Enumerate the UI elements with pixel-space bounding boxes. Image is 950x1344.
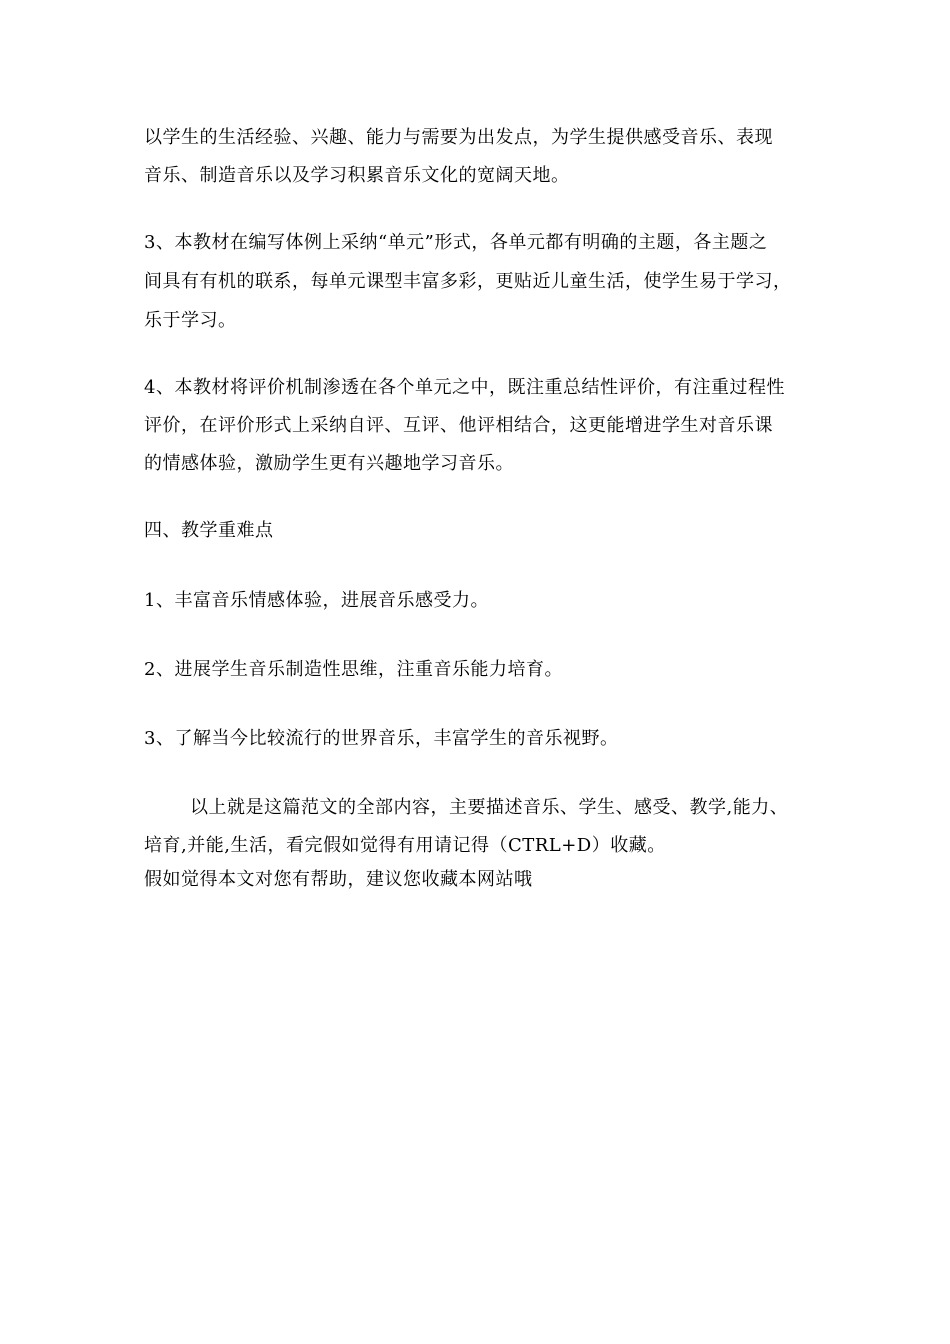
bookmark-notice: 假如觉得本文对您有帮助，建议您收藏本网站哦 (144, 869, 533, 890)
paragraph-2-line-2: 音乐、制造音乐以及学习积累音乐文化的宽阔天地。 (144, 165, 570, 186)
paragraph-3-line-2: 间具有有机的联系，每单元课型丰富多彩，更贴近儿童生活，使学生易于学习， (144, 271, 792, 292)
paragraph-4-line-2: 评价，在评价形式上采纳自评、互评、他评相结合，这更能增进学生对音乐课 (144, 415, 773, 436)
section-heading: 四、教学重难点 (144, 520, 274, 541)
key-point-1: 1、丰富音乐情感体验，进展音乐感受力。 (144, 590, 489, 611)
paragraph-4-line-1: 4、本教材将评价机制渗透在各个单元之中，既注重总结性评价，有注重过程性 (144, 377, 785, 398)
paragraph-4-line-3: 的情感体验，激励学生更有兴趣地学习音乐。 (144, 453, 514, 474)
paragraph-3-line-3: 乐于学习。 (144, 310, 237, 331)
summary-line-1: 以上就是这篇范文的全部内容，主要描述音乐、学生、感受、教学,能力、 (190, 797, 789, 818)
paragraph-3-line-1: 3、本教材在编写体例上采纳“单元”形式，各单元都有明确的主题，各主题之 (144, 232, 768, 253)
summary-line-2: 培育,并能,生活，看完假如觉得有用请记得（CTRL+D）收藏。 (144, 835, 666, 856)
key-point-2: 2、进展学生音乐制造性思维，注重音乐能力培育。 (144, 659, 563, 680)
key-point-3: 3、了解当今比较流行的世界音乐，丰富学生的音乐视野。 (144, 728, 619, 749)
paragraph-2-line-1: 以学生的生活经验、兴趣、能力与需要为出发点，为学生提供感受音乐、表现 (144, 127, 773, 148)
